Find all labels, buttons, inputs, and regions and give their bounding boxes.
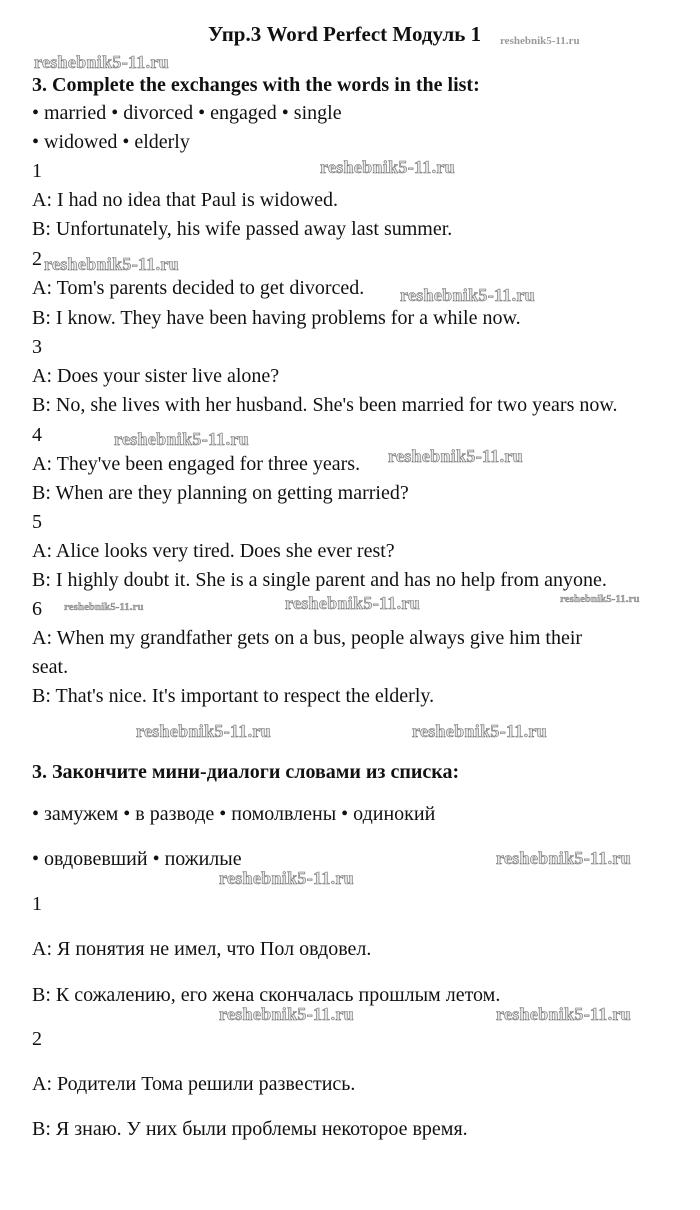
exercise-number-3: 3 (32, 336, 42, 358)
exchange-5-b: B: I highly doubt it. She is a single parent and has no help from anyone. (32, 569, 607, 591)
watermark: reshebnik5-11.ru (44, 254, 179, 274)
watermark: reshebnik5-11.ru (320, 157, 455, 177)
russian-number-2: 2 (32, 1028, 42, 1050)
watermark: reshebnik5-11.ru (388, 446, 523, 466)
english-word-list-1: • married • divorced • engaged • single (32, 102, 342, 124)
page-title: Упр.3 Word Perfect Модуль 1 (208, 22, 482, 46)
exchange-1-a: A: I had no idea that Paul is widowed. (32, 189, 339, 211)
english-word-list-2: • widowed • elderly (32, 131, 190, 153)
russian-word-list-1: • замужем • в разводе • помолвлены • одинокий (32, 803, 436, 825)
exchange-2-b: B: I know. They have been having problems for a while now. (32, 307, 521, 329)
watermark: reshebnik5-11.ru (64, 601, 144, 613)
exchange-6-a: A: When my grandfather gets on a bus, people always give him their (32, 627, 583, 649)
exchange-4-a: A: They've been engaged for three years. (32, 453, 361, 475)
exercise-number-2: 2 (32, 248, 42, 270)
dialog-2-a: A: Родители Тома решили развестись. (32, 1073, 356, 1095)
watermark: reshebnik5-11.ru (136, 721, 271, 741)
exchange-6-a-cont: seat. (32, 656, 69, 678)
exercise-number-5: 5 (32, 511, 42, 533)
exchange-3-a: A: Does your sister live alone? (32, 365, 280, 387)
watermark: reshebnik5-11.ru (219, 868, 354, 888)
exchange-3-b: B: No, she lives with her husband. She's been married for two years now. (32, 394, 618, 416)
watermark: reshebnik5-11.ru (400, 285, 535, 305)
exercise-number-6: 6 (32, 598, 42, 620)
watermark: reshebnik5-11.ru (285, 593, 420, 613)
dialog-2-b: B: Я знаю. У них были проблемы некоторое время. (32, 1118, 468, 1140)
exchange-4-b: B: When are they planning on getting married? (32, 482, 409, 504)
russian-number-1: 1 (32, 893, 42, 915)
watermark: reshebnik5-11.ru (219, 1004, 354, 1024)
exercise-number-4: 4 (32, 424, 42, 446)
dialog-1-a: A: Я понятия не имел, что Пол овдовел. (32, 938, 372, 960)
watermark: reshebnik5-11.ru (496, 848, 631, 868)
watermark: reshebnik5-11.ru (412, 721, 547, 741)
watermark: reshebnik5-11.ru (496, 1004, 631, 1024)
russian-word-list-2: • овдовевший • пожилые (32, 848, 242, 870)
exercise-number-1: 1 (32, 160, 42, 182)
dialog-1-b: B: К сожалению, его жена скончалась прошлым летом. (32, 984, 501, 1006)
exchange-1-b: B: Unfortunately, his wife passed away last summer. (32, 218, 453, 240)
russian-heading: 3. Закончите мини-диалоги словами из списка: (32, 761, 460, 783)
title-watermark: reshebnik5-11.ru (500, 35, 580, 47)
english-heading: 3. Complete the exchanges with the words in the list: (32, 74, 480, 96)
exchange-2-a: A: Tom's parents decided to get divorced. (32, 277, 365, 299)
exchange-6-b: B: That's nice. It's important to respect the elderly. (32, 685, 435, 707)
watermark: reshebnik5-11.ru (114, 429, 249, 449)
watermark: reshebnik5-11.ru (560, 593, 640, 605)
exchange-5-a: A: Alice looks very tired. Does she ever rest? (32, 540, 395, 562)
watermark: reshebnik5-11.ru (34, 52, 169, 72)
